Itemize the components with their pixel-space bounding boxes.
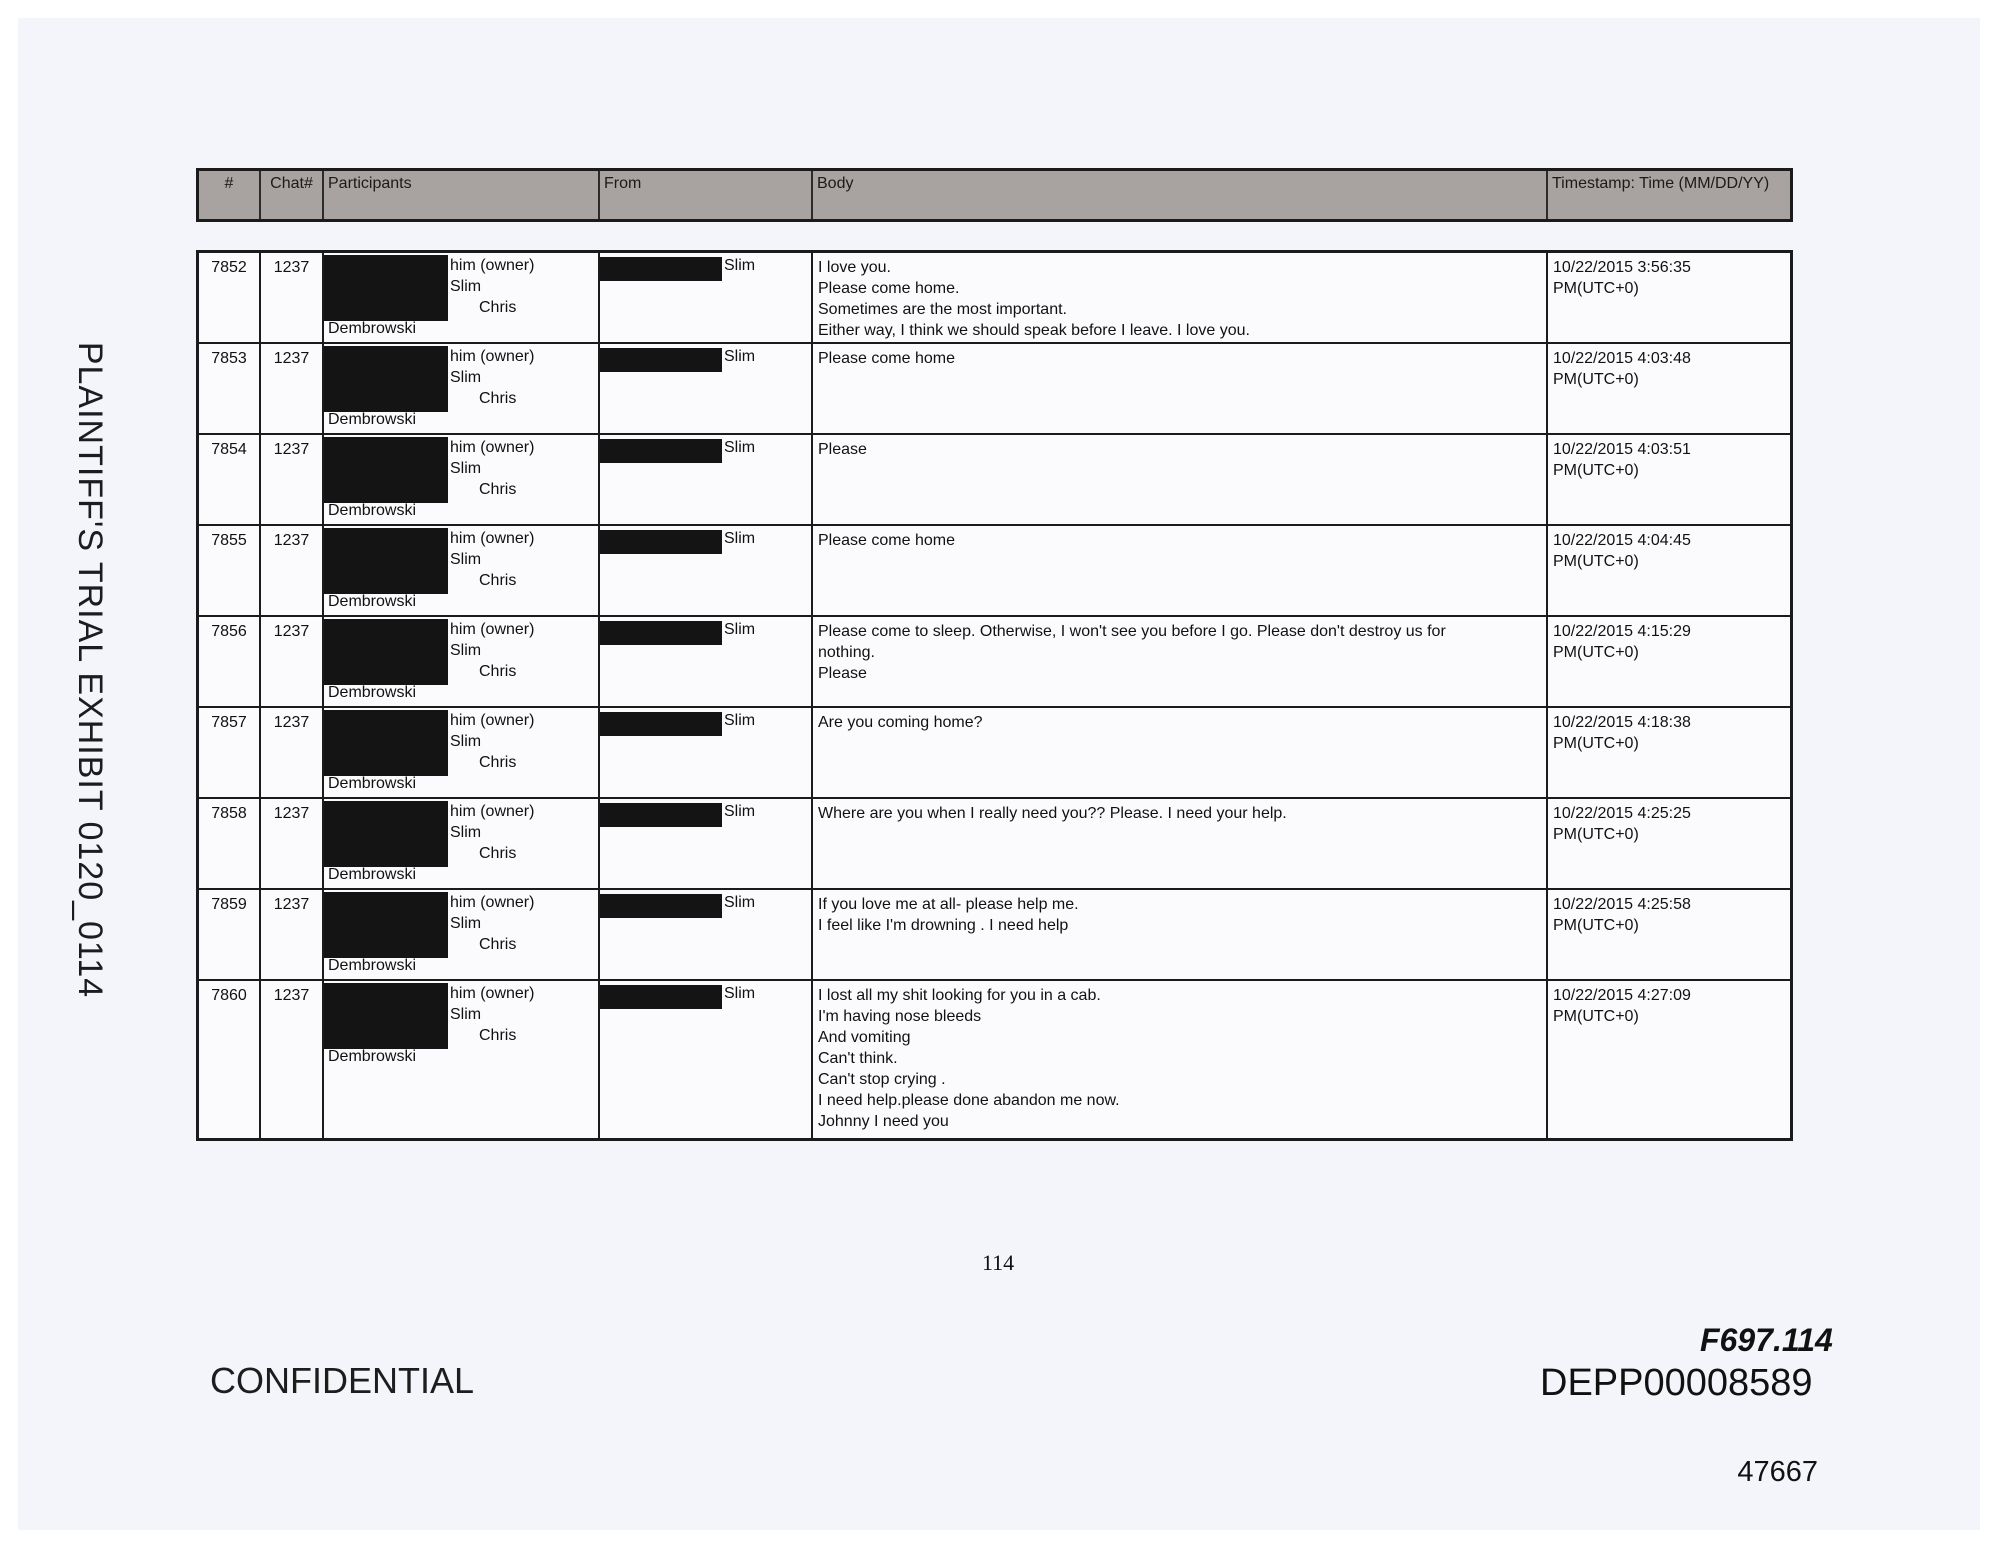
from-cell (600, 890, 813, 979)
redaction-box (600, 621, 722, 645)
timestamp-line: 10/22/2015 4:03:51 (1553, 441, 1691, 458)
participant-owner: him (owner) (450, 530, 535, 547)
timestamp-cell (1548, 435, 1790, 524)
redaction-box (324, 255, 448, 321)
chat-number: 1237 (261, 253, 324, 342)
timestamp-line: PM(UTC+0) (1553, 553, 1639, 570)
message-body (813, 344, 1548, 433)
participant-owner: him (owner) (450, 712, 535, 729)
timestamp-cell (1548, 981, 1790, 1138)
message-line: nothing. (818, 644, 875, 661)
participants-cell (324, 799, 600, 888)
message-number: 7857 (199, 708, 261, 797)
message-number: 7860 (199, 981, 261, 1138)
timestamp-line: PM(UTC+0) (1553, 1008, 1639, 1025)
message-line: And vomiting (818, 1029, 911, 1046)
chat-number: 1237 (261, 981, 324, 1138)
participant-owner: him (owner) (450, 803, 535, 820)
participants-cell (324, 981, 600, 1138)
exhibit-code: F697.114 (1700, 1322, 1833, 1358)
participant-chris: Chris (479, 936, 517, 953)
redaction-box (600, 985, 722, 1009)
timestamp-cell (1548, 344, 1790, 433)
from-sender: Slim (724, 257, 756, 274)
redaction-box (324, 619, 448, 685)
table-row (199, 617, 1790, 708)
participants-cell (324, 435, 600, 524)
message-line: Please come home (818, 532, 955, 549)
redaction-box (600, 439, 722, 463)
exhibit-stamp: PLAINTIFF'S TRIAL EXHIBIT 0120_0114 (71, 341, 109, 999)
message-line: Please come home. (818, 280, 960, 297)
bates-number: DEPP00008589 (1540, 1362, 1813, 1404)
participants-cell (324, 253, 600, 342)
message-line: I lost all my shit looking for you in a cab. (818, 987, 1101, 1004)
message-number: 7858 (199, 799, 261, 888)
message-line: Can't think. (818, 1050, 898, 1067)
redaction-box (600, 348, 722, 372)
message-line: Sometimes are the most important. (818, 301, 1067, 318)
timestamp-line: 10/22/2015 4:27:09 (1553, 987, 1691, 1004)
from-cell (600, 344, 813, 433)
participant-surname: Dembrowski (328, 593, 417, 610)
timestamp-line: 10/22/2015 4:15:29 (1553, 623, 1691, 640)
confidential-label: CONFIDENTIAL (210, 1360, 475, 1401)
table-row (199, 526, 1790, 617)
participant-surname: Dembrowski (328, 866, 417, 883)
header-body: Body (813, 171, 1548, 219)
header-num: # (199, 171, 261, 219)
participant-owner: him (owner) (450, 257, 535, 274)
chat-number: 1237 (261, 890, 324, 979)
timestamp-line: PM(UTC+0) (1553, 826, 1639, 843)
message-body (813, 981, 1548, 1138)
timestamp-line: PM(UTC+0) (1553, 917, 1639, 934)
participant-surname: Dembrowski (328, 1048, 417, 1065)
timestamp-line: 10/22/2015 3:56:35 (1553, 259, 1691, 276)
redaction-box (600, 257, 722, 281)
message-line: Please come home (818, 350, 955, 367)
timestamp-line: PM(UTC+0) (1553, 644, 1639, 661)
table-row (199, 435, 1790, 526)
message-body (813, 617, 1548, 706)
message-number: 7856 (199, 617, 261, 706)
timestamp-line: 10/22/2015 4:25:25 (1553, 805, 1691, 822)
participant-slim: Slim (450, 1006, 482, 1023)
participant-owner: him (owner) (450, 621, 535, 638)
participant-chris: Chris (479, 845, 517, 862)
message-body (813, 526, 1548, 615)
from-sender: Slim (724, 985, 756, 1002)
timestamp-cell (1548, 253, 1790, 342)
redaction-box (324, 892, 448, 958)
timestamp-cell (1548, 708, 1790, 797)
participant-slim: Slim (450, 278, 482, 295)
message-body (813, 435, 1548, 524)
message-number: 7852 (199, 253, 261, 342)
participant-slim: Slim (450, 642, 482, 659)
timestamp-line: PM(UTC+0) (1553, 371, 1639, 388)
participant-owner: him (owner) (450, 348, 535, 365)
redaction-box (324, 346, 448, 412)
message-body (813, 799, 1548, 888)
table-header (196, 168, 1793, 222)
header-participants: Participants (324, 171, 600, 219)
header-timestamp: Timestamp: Time (MM/DD/YY) (1552, 175, 1770, 192)
table-row (199, 890, 1790, 981)
redaction-box (600, 712, 722, 736)
message-line: Johnny I need you (818, 1113, 949, 1130)
from-sender: Slim (724, 712, 756, 729)
from-sender: Slim (724, 530, 756, 547)
participant-chris: Chris (479, 572, 517, 589)
chat-number: 1237 (261, 344, 324, 433)
participant-slim: Slim (450, 369, 482, 386)
redaction-box (600, 530, 722, 554)
participant-owner: him (owner) (450, 985, 535, 1002)
timestamp-cell (1548, 890, 1790, 979)
participant-surname: Dembrowski (328, 411, 417, 428)
message-line: Can't stop crying . (818, 1071, 946, 1088)
message-line: Please (818, 441, 867, 458)
participant-slim: Slim (450, 824, 482, 841)
redaction-box (324, 801, 448, 867)
message-line: I feel like I'm drowning . I need help (818, 917, 1069, 934)
redaction-box (600, 803, 722, 827)
participant-surname: Dembrowski (328, 502, 417, 519)
timestamp-line: 10/22/2015 4:18:38 (1553, 714, 1691, 731)
message-body (813, 253, 1548, 342)
from-sender: Slim (724, 439, 756, 456)
message-number: 7854 (199, 435, 261, 524)
participant-slim: Slim (450, 551, 482, 568)
message-line: Either way, I think we should speak before I leave. I love you. (818, 322, 1250, 339)
participant-surname: Dembrowski (328, 775, 417, 792)
table-row (199, 253, 1790, 344)
timestamp-line: 10/22/2015 4:04:45 (1553, 532, 1691, 549)
timestamp-cell (1548, 799, 1790, 888)
participant-surname: Dembrowski (328, 320, 417, 337)
table-row (199, 708, 1790, 799)
participants-cell (324, 526, 600, 615)
participants-cell (324, 708, 600, 797)
table-row (199, 981, 1790, 1138)
timestamp-line: 10/22/2015 4:25:58 (1553, 896, 1691, 913)
message-line: Please come to sleep. Otherwise, I won't see you before I go. Please don't destroy us for (818, 623, 1446, 640)
message-body (813, 890, 1548, 979)
participant-owner: him (owner) (450, 439, 535, 456)
chat-number: 1237 (261, 708, 324, 797)
message-line: I need help.please done abandon me now. (818, 1092, 1120, 1109)
timestamp-line: 10/22/2015 4:03:48 (1553, 350, 1691, 367)
from-cell (600, 617, 813, 706)
messages-table (196, 250, 1793, 1141)
from-sender: Slim (724, 803, 756, 820)
participant-slim: Slim (450, 733, 482, 750)
participant-chris: Chris (479, 299, 517, 316)
message-number: 7859 (199, 890, 261, 979)
participants-cell (324, 344, 600, 433)
participant-slim: Slim (450, 915, 482, 932)
chat-number: 1237 (261, 435, 324, 524)
participant-slim: Slim (450, 460, 482, 477)
participant-chris: Chris (479, 481, 517, 498)
from-cell (600, 253, 813, 342)
timestamp-cell (1548, 526, 1790, 615)
participant-chris: Chris (479, 663, 517, 680)
from-cell (600, 708, 813, 797)
message-line: I love you. (818, 259, 891, 276)
message-line: Where are you when I really need you?? Please. I need your help. (818, 805, 1287, 822)
participants-cell (324, 617, 600, 706)
message-number: 7855 (199, 526, 261, 615)
serial-number: 47667 (1737, 1456, 1818, 1488)
participant-owner: him (owner) (450, 894, 535, 911)
redaction-box (324, 437, 448, 503)
chat-number: 1237 (261, 526, 324, 615)
participant-surname: Dembrowski (328, 684, 417, 701)
page-number: 114 (982, 1250, 1015, 1275)
table-row (199, 799, 1790, 890)
from-cell (600, 526, 813, 615)
timestamp-line: PM(UTC+0) (1553, 462, 1639, 479)
from-cell (600, 981, 813, 1138)
message-line: Are you coming home? (818, 714, 983, 731)
redaction-box (324, 983, 448, 1049)
from-cell (600, 799, 813, 888)
participant-surname: Dembrowski (328, 957, 417, 974)
participant-chris: Chris (479, 390, 517, 407)
chat-number: 1237 (261, 617, 324, 706)
participant-chris: Chris (479, 1027, 517, 1044)
message-number: 7853 (199, 344, 261, 433)
from-sender: Slim (724, 621, 756, 638)
from-sender: Slim (724, 894, 756, 911)
participants-cell (324, 890, 600, 979)
message-line: If you love me at all- please help me. (818, 896, 1079, 913)
redaction-box (324, 528, 448, 594)
chat-number: 1237 (261, 799, 324, 888)
header-chat: Chat# (261, 171, 324, 219)
from-cell (600, 435, 813, 524)
redaction-box (324, 710, 448, 776)
participant-chris: Chris (479, 754, 517, 771)
message-line: Please (818, 665, 867, 682)
from-sender: Slim (724, 348, 756, 365)
message-line: I'm having nose bleeds (818, 1008, 982, 1025)
timestamp-cell (1548, 617, 1790, 706)
table-row (199, 344, 1790, 435)
redaction-box (600, 894, 722, 918)
timestamp-line: PM(UTC+0) (1553, 735, 1639, 752)
message-body (813, 708, 1548, 797)
header-from: From (600, 171, 813, 219)
timestamp-line: PM(UTC+0) (1553, 280, 1639, 297)
